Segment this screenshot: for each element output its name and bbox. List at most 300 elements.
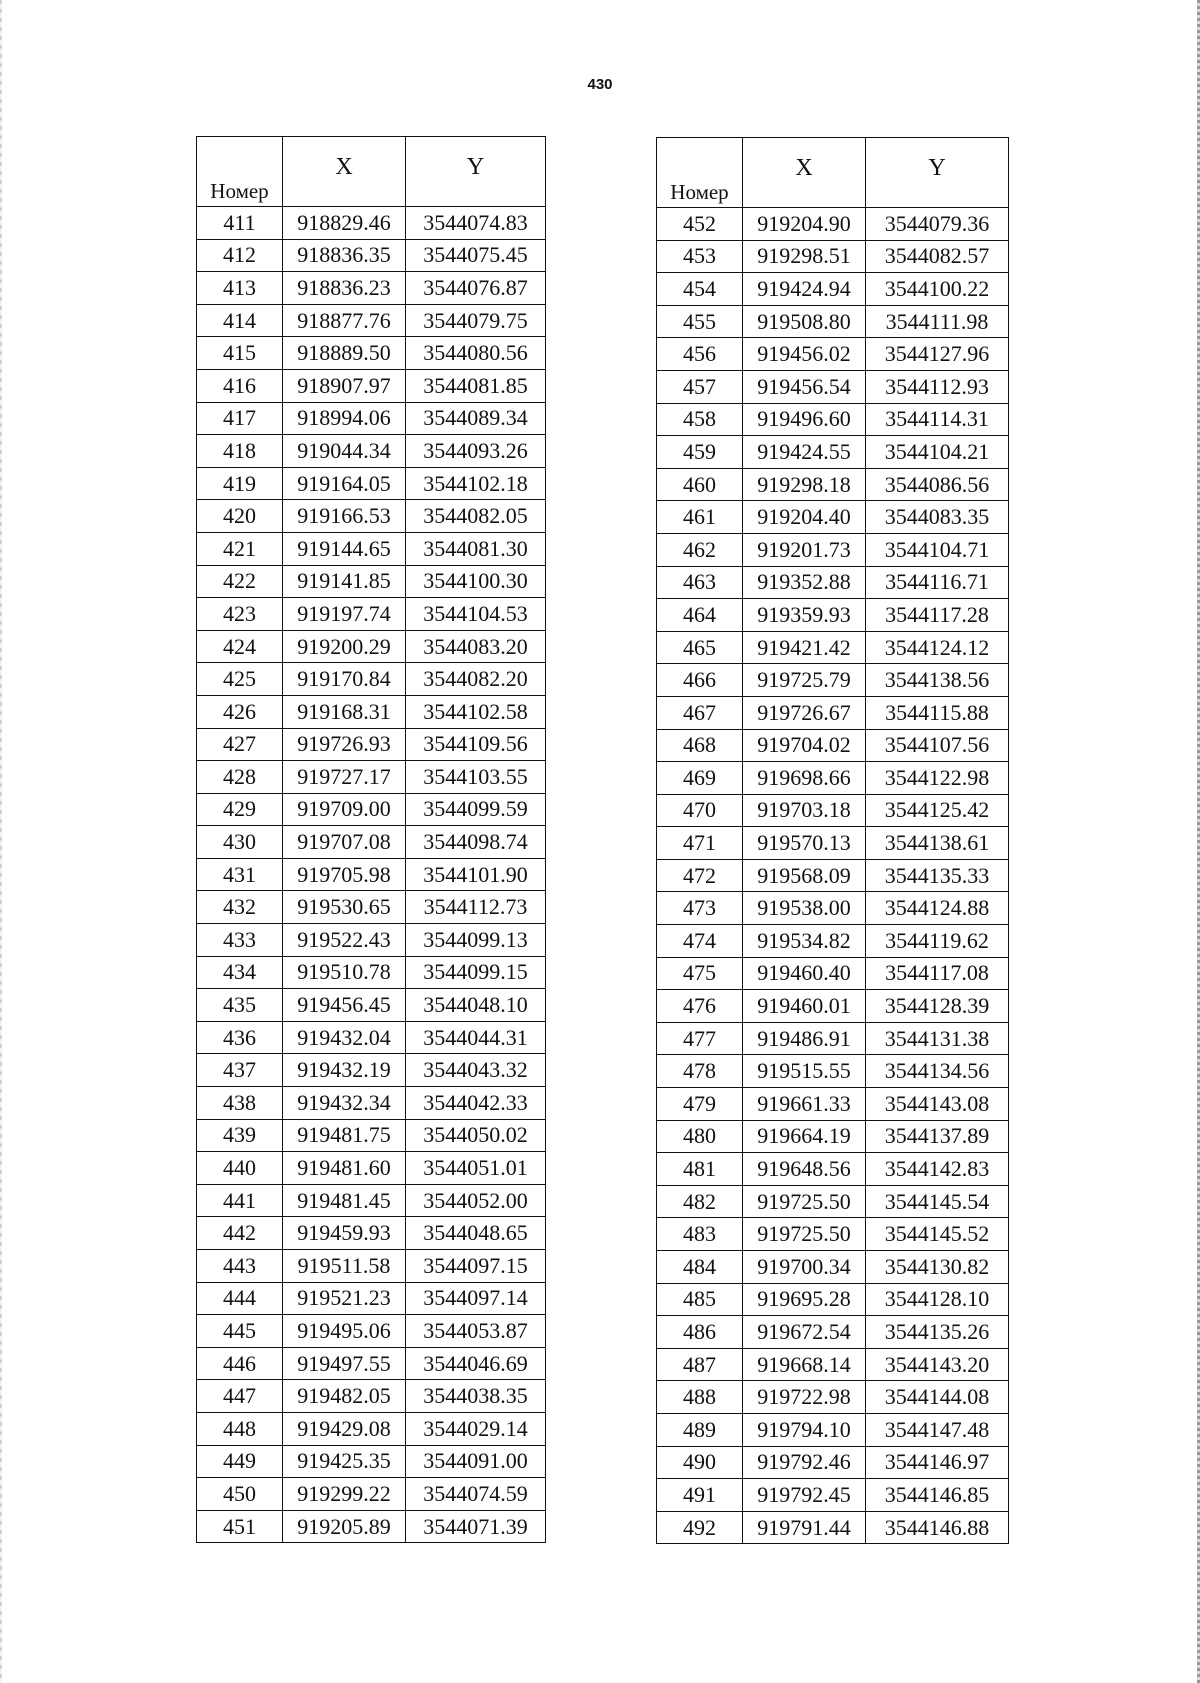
x-coordinate-cell: 919515.55 — [743, 1055, 866, 1088]
point-number-cell: 444 — [197, 1282, 283, 1315]
table-row — [197, 1021, 546, 1054]
page-number: 430 — [587, 76, 613, 93]
y-coordinate-cell: 3544127.96 — [866, 338, 1009, 371]
point-number-cell: 470 — [657, 794, 743, 827]
point-number-cell: 439 — [197, 1119, 283, 1152]
y-coordinate-cell: 3544076.87 — [406, 272, 546, 305]
x-coordinate-cell: 919432.04 — [283, 1021, 406, 1054]
table-row — [197, 793, 546, 826]
x-coordinate-cell: 919298.18 — [743, 468, 866, 501]
x-coordinate-cell: 919299.22 — [283, 1478, 406, 1511]
x-coordinate-cell: 919695.28 — [743, 1283, 866, 1316]
point-number-cell: 488 — [657, 1381, 743, 1414]
y-coordinate-cell: 3544146.88 — [866, 1511, 1009, 1544]
table-row — [197, 402, 546, 435]
table-row — [197, 500, 546, 533]
x-coordinate-cell: 919424.55 — [743, 436, 866, 469]
y-coordinate-cell: 3544138.61 — [866, 827, 1009, 860]
table-row — [657, 273, 1009, 306]
x-coordinate-cell: 919460.40 — [743, 957, 866, 990]
y-coordinate-cell: 3544101.90 — [406, 858, 546, 891]
y-coordinate-cell: 3544117.28 — [866, 599, 1009, 632]
y-coordinate-cell: 3544115.88 — [866, 696, 1009, 729]
x-coordinate-cell: 919521.23 — [283, 1282, 406, 1315]
point-number-cell: 447 — [197, 1380, 283, 1413]
point-number-cell: 438 — [197, 1087, 283, 1120]
y-coordinate-cell: 3544082.05 — [406, 500, 546, 533]
table-row — [657, 762, 1009, 795]
table-row — [657, 599, 1009, 632]
table-row — [657, 566, 1009, 599]
table-row — [197, 1054, 546, 1087]
point-number-cell: 467 — [657, 696, 743, 729]
point-number-cell: 418 — [197, 435, 283, 468]
point-number-cell: 423 — [197, 598, 283, 631]
table-row — [657, 859, 1009, 892]
y-coordinate-cell: 3544116.71 — [866, 566, 1009, 599]
point-number-cell: 412 — [197, 239, 283, 272]
x-coordinate-cell: 919496.60 — [743, 403, 866, 436]
y-coordinate-cell: 3544146.97 — [866, 1446, 1009, 1479]
x-coordinate-cell: 919568.09 — [743, 859, 866, 892]
table-row — [657, 1413, 1009, 1446]
y-coordinate-cell: 3544144.08 — [866, 1381, 1009, 1414]
y-coordinate-cell: 3544104.53 — [406, 598, 546, 631]
y-coordinate-cell: 3544128.39 — [866, 990, 1009, 1023]
x-coordinate-cell: 919534.82 — [743, 925, 866, 958]
y-coordinate-cell: 3544112.73 — [406, 891, 546, 924]
x-coordinate-cell: 919522.43 — [283, 924, 406, 957]
x-coordinate-cell: 919570.13 — [743, 827, 866, 860]
table-row — [197, 1184, 546, 1217]
y-coordinate-cell: 3544124.12 — [866, 631, 1009, 664]
table-row — [197, 337, 546, 370]
point-number-cell: 475 — [657, 957, 743, 990]
x-coordinate-cell: 919497.55 — [283, 1347, 406, 1380]
table-row — [657, 1381, 1009, 1414]
table-header-row — [657, 138, 1009, 208]
table-row — [657, 892, 1009, 925]
table-row — [197, 761, 546, 794]
x-coordinate-cell: 919298.51 — [743, 240, 866, 273]
point-number-cell: 466 — [657, 664, 743, 697]
point-number-cell: 482 — [657, 1185, 743, 1218]
x-coordinate-cell: 919725.79 — [743, 664, 866, 697]
table-row — [657, 957, 1009, 990]
x-coordinate-cell: 919164.05 — [283, 467, 406, 500]
x-coordinate-cell: 919511.58 — [283, 1250, 406, 1283]
table-row — [197, 272, 546, 305]
point-number-cell: 462 — [657, 533, 743, 566]
y-coordinate-cell: 3544134.56 — [866, 1055, 1009, 1088]
x-coordinate-cell: 919698.66 — [743, 762, 866, 795]
point-number-cell: 479 — [657, 1088, 743, 1121]
x-coordinate-cell: 919726.67 — [743, 696, 866, 729]
x-coordinate-cell: 919168.31 — [283, 695, 406, 728]
table-row — [197, 239, 546, 272]
x-coordinate-cell: 919538.00 — [743, 892, 866, 925]
point-number-cell: 492 — [657, 1511, 743, 1544]
x-coordinate-cell: 918907.97 — [283, 369, 406, 402]
x-coordinate-cell: 919794.10 — [743, 1413, 866, 1446]
point-number-cell: 490 — [657, 1446, 743, 1479]
y-coordinate-cell: 3544099.15 — [406, 956, 546, 989]
table-row — [197, 467, 546, 500]
y-coordinate-cell: 3544044.31 — [406, 1021, 546, 1054]
point-number-cell: 421 — [197, 532, 283, 565]
table-row — [657, 468, 1009, 501]
point-number-cell: 426 — [197, 695, 283, 728]
y-coordinate-cell: 3544051.01 — [406, 1152, 546, 1185]
x-coordinate-cell: 919705.98 — [283, 858, 406, 891]
y-coordinate-cell: 3544093.26 — [406, 435, 546, 468]
point-number-cell: 422 — [197, 565, 283, 598]
x-coordinate-cell: 918836.35 — [283, 239, 406, 272]
table-row — [657, 436, 1009, 469]
table-row — [197, 1347, 546, 1380]
x-coordinate-cell: 918889.50 — [283, 337, 406, 370]
point-number-cell: 419 — [197, 467, 283, 500]
table-row — [197, 1478, 546, 1511]
table-row — [657, 208, 1009, 241]
y-coordinate-cell: 3544080.56 — [406, 337, 546, 370]
point-number-cell: 461 — [657, 501, 743, 534]
point-number-cell: 446 — [197, 1347, 283, 1380]
x-coordinate-cell: 919166.53 — [283, 500, 406, 533]
y-coordinate-cell: 3544125.42 — [866, 794, 1009, 827]
x-coordinate-cell: 919726.93 — [283, 728, 406, 761]
x-coordinate-cell: 919481.60 — [283, 1152, 406, 1185]
y-coordinate-cell: 3544042.33 — [406, 1087, 546, 1120]
point-number-cell: 428 — [197, 761, 283, 794]
table-row — [197, 1282, 546, 1315]
table-row — [657, 1479, 1009, 1512]
point-number-cell: 434 — [197, 956, 283, 989]
point-number-cell: 484 — [657, 1251, 743, 1284]
x-coordinate-cell: 918994.06 — [283, 402, 406, 435]
coordinates-table-right — [656, 137, 1009, 1544]
point-number-cell: 451 — [197, 1510, 283, 1543]
table-row — [197, 1445, 546, 1478]
point-number-cell: 456 — [657, 338, 743, 371]
point-number-cell: 436 — [197, 1021, 283, 1054]
point-number-cell: 455 — [657, 305, 743, 338]
y-coordinate-cell: 3544142.83 — [866, 1153, 1009, 1186]
point-number-cell: 457 — [657, 370, 743, 403]
table-row — [657, 403, 1009, 436]
point-number-cell: 435 — [197, 989, 283, 1022]
table-row — [197, 989, 546, 1022]
point-number-cell: 450 — [197, 1478, 283, 1511]
table-row — [657, 240, 1009, 273]
point-number-cell: 429 — [197, 793, 283, 826]
x-coordinate-cell: 919791.44 — [743, 1511, 866, 1544]
x-coordinate-cell: 919432.34 — [283, 1087, 406, 1120]
point-number-cell: 477 — [657, 1022, 743, 1055]
y-coordinate-cell: 3544079.36 — [866, 208, 1009, 241]
x-coordinate-cell: 919460.01 — [743, 990, 866, 1023]
column-header-y: Y — [406, 137, 546, 207]
point-number-cell: 491 — [657, 1479, 743, 1512]
y-coordinate-cell: 3544046.69 — [406, 1347, 546, 1380]
y-coordinate-cell: 3544135.33 — [866, 859, 1009, 892]
y-coordinate-cell: 3544082.20 — [406, 663, 546, 696]
point-number-cell: 459 — [657, 436, 743, 469]
x-coordinate-cell: 919205.89 — [283, 1510, 406, 1543]
column-header-y: Y — [866, 138, 1009, 208]
y-coordinate-cell: 3544074.83 — [406, 207, 546, 240]
table-row — [197, 369, 546, 402]
y-coordinate-cell: 3544102.58 — [406, 695, 546, 728]
table-row — [657, 925, 1009, 958]
y-coordinate-cell: 3544074.59 — [406, 1478, 546, 1511]
x-coordinate-cell: 919481.75 — [283, 1119, 406, 1152]
y-coordinate-cell: 3544128.10 — [866, 1283, 1009, 1316]
x-coordinate-cell: 919424.94 — [743, 273, 866, 306]
x-coordinate-cell: 919664.19 — [743, 1120, 866, 1153]
x-coordinate-cell: 919204.90 — [743, 208, 866, 241]
y-coordinate-cell: 3544109.56 — [406, 728, 546, 761]
table-row — [657, 533, 1009, 566]
column-header-number: Номер — [657, 138, 743, 208]
table-row — [657, 1120, 1009, 1153]
y-coordinate-cell: 3544104.71 — [866, 533, 1009, 566]
point-number-cell: 430 — [197, 826, 283, 859]
point-number-cell: 471 — [657, 827, 743, 860]
y-coordinate-cell: 3544145.54 — [866, 1185, 1009, 1218]
table-row — [657, 1185, 1009, 1218]
y-coordinate-cell: 3544143.20 — [866, 1348, 1009, 1381]
table-row — [197, 1250, 546, 1283]
table-row — [197, 532, 546, 565]
point-number-cell: 486 — [657, 1316, 743, 1349]
point-number-cell: 458 — [657, 403, 743, 436]
point-number-cell: 420 — [197, 500, 283, 533]
y-coordinate-cell: 3544114.31 — [866, 403, 1009, 436]
table-row — [657, 696, 1009, 729]
point-number-cell: 413 — [197, 272, 283, 305]
table-row — [197, 891, 546, 924]
y-coordinate-cell: 3544083.20 — [406, 630, 546, 663]
point-number-cell: 431 — [197, 858, 283, 891]
x-coordinate-cell: 919141.85 — [283, 565, 406, 598]
point-number-cell: 414 — [197, 304, 283, 337]
x-coordinate-cell: 919359.93 — [743, 599, 866, 632]
point-number-cell: 465 — [657, 631, 743, 664]
y-coordinate-cell: 3544081.30 — [406, 532, 546, 565]
point-number-cell: 453 — [657, 240, 743, 273]
table-row — [197, 663, 546, 696]
point-number-cell: 460 — [657, 468, 743, 501]
point-number-cell: 440 — [197, 1152, 283, 1185]
x-coordinate-cell: 919722.98 — [743, 1381, 866, 1414]
y-coordinate-cell: 3544104.21 — [866, 436, 1009, 469]
y-coordinate-cell: 3544097.15 — [406, 1250, 546, 1283]
table-header-row — [197, 137, 546, 207]
table-row — [197, 565, 546, 598]
table-row — [657, 664, 1009, 697]
y-coordinate-cell: 3544137.89 — [866, 1120, 1009, 1153]
point-number-cell: 433 — [197, 924, 283, 957]
point-number-cell: 452 — [657, 208, 743, 241]
coordinates-table-right-body — [657, 208, 1009, 1544]
y-coordinate-cell: 3544099.59 — [406, 793, 546, 826]
point-number-cell: 415 — [197, 337, 283, 370]
table-row — [197, 826, 546, 859]
x-coordinate-cell: 918877.76 — [283, 304, 406, 337]
table-row — [197, 207, 546, 240]
table-row — [657, 729, 1009, 762]
point-number-cell: 424 — [197, 630, 283, 663]
y-coordinate-cell: 3544048.10 — [406, 989, 546, 1022]
point-number-cell: 416 — [197, 369, 283, 402]
column-header-number: Номер — [197, 137, 283, 207]
y-coordinate-cell: 3544102.18 — [406, 467, 546, 500]
table-row — [197, 1510, 546, 1543]
table-row — [197, 1315, 546, 1348]
x-coordinate-cell: 919459.93 — [283, 1217, 406, 1250]
x-coordinate-cell: 919495.06 — [283, 1315, 406, 1348]
y-coordinate-cell: 3544086.56 — [866, 468, 1009, 501]
point-number-cell: 437 — [197, 1054, 283, 1087]
x-coordinate-cell: 919481.45 — [283, 1184, 406, 1217]
table-row — [657, 1218, 1009, 1251]
table-row — [657, 794, 1009, 827]
x-coordinate-cell: 919668.14 — [743, 1348, 866, 1381]
x-coordinate-cell: 919725.50 — [743, 1185, 866, 1218]
point-number-cell: 425 — [197, 663, 283, 696]
scan-edge-left — [0, 0, 2, 1683]
x-coordinate-cell: 919429.08 — [283, 1412, 406, 1445]
y-coordinate-cell: 3544135.26 — [866, 1316, 1009, 1349]
x-coordinate-cell: 919200.29 — [283, 630, 406, 663]
point-number-cell: 478 — [657, 1055, 743, 1088]
y-coordinate-cell: 3544143.08 — [866, 1088, 1009, 1121]
y-coordinate-cell: 3544048.65 — [406, 1217, 546, 1250]
y-coordinate-cell: 3544038.35 — [406, 1380, 546, 1413]
table-row — [197, 1380, 546, 1413]
table-row — [197, 1412, 546, 1445]
y-coordinate-cell: 3544071.39 — [406, 1510, 546, 1543]
point-number-cell: 427 — [197, 728, 283, 761]
point-number-cell: 468 — [657, 729, 743, 762]
x-coordinate-cell: 919700.34 — [743, 1251, 866, 1284]
table-row — [197, 728, 546, 761]
table-row — [657, 338, 1009, 371]
y-coordinate-cell: 3544100.30 — [406, 565, 546, 598]
y-coordinate-cell: 3544147.48 — [866, 1413, 1009, 1446]
table-row — [657, 1348, 1009, 1381]
x-coordinate-cell: 919510.78 — [283, 956, 406, 989]
x-coordinate-cell: 919530.65 — [283, 891, 406, 924]
y-coordinate-cell: 3544119.62 — [866, 925, 1009, 958]
table-row — [657, 1511, 1009, 1544]
y-coordinate-cell: 3544107.56 — [866, 729, 1009, 762]
x-coordinate-cell: 919792.46 — [743, 1446, 866, 1479]
table-row — [657, 305, 1009, 338]
table-row — [657, 1446, 1009, 1479]
coordinates-table-left — [196, 136, 546, 1543]
point-number-cell: 411 — [197, 207, 283, 240]
coordinates-table-left-body — [197, 207, 546, 1543]
x-coordinate-cell: 919044.34 — [283, 435, 406, 468]
y-coordinate-cell: 3544117.08 — [866, 957, 1009, 990]
point-number-cell: 449 — [197, 1445, 283, 1478]
table-row — [657, 1055, 1009, 1088]
y-coordinate-cell: 3544082.57 — [866, 240, 1009, 273]
x-coordinate-cell: 919425.35 — [283, 1445, 406, 1478]
x-coordinate-cell: 919144.65 — [283, 532, 406, 565]
x-coordinate-cell: 919421.42 — [743, 631, 866, 664]
x-coordinate-cell: 919709.00 — [283, 793, 406, 826]
x-coordinate-cell: 919661.33 — [743, 1088, 866, 1121]
table-row — [657, 631, 1009, 664]
x-coordinate-cell: 919703.18 — [743, 794, 866, 827]
y-coordinate-cell: 3544052.00 — [406, 1184, 546, 1217]
x-coordinate-cell: 918836.23 — [283, 272, 406, 305]
x-coordinate-cell: 919727.17 — [283, 761, 406, 794]
table-row — [657, 990, 1009, 1023]
x-coordinate-cell: 919197.74 — [283, 598, 406, 631]
y-coordinate-cell: 3544124.88 — [866, 892, 1009, 925]
y-coordinate-cell: 3544079.75 — [406, 304, 546, 337]
x-coordinate-cell: 919508.80 — [743, 305, 866, 338]
x-coordinate-cell: 919725.50 — [743, 1218, 866, 1251]
x-coordinate-cell: 919486.91 — [743, 1022, 866, 1055]
y-coordinate-cell: 3544050.02 — [406, 1119, 546, 1152]
point-number-cell: 442 — [197, 1217, 283, 1250]
table-row — [197, 1119, 546, 1152]
y-coordinate-cell: 3544100.22 — [866, 273, 1009, 306]
table-row — [197, 924, 546, 957]
point-number-cell: 432 — [197, 891, 283, 924]
table-row — [197, 435, 546, 468]
table-row — [657, 1251, 1009, 1284]
y-coordinate-cell: 3544098.74 — [406, 826, 546, 859]
point-number-cell: 485 — [657, 1283, 743, 1316]
x-coordinate-cell: 919201.73 — [743, 533, 866, 566]
x-coordinate-cell: 919648.56 — [743, 1153, 866, 1186]
table-row — [657, 1153, 1009, 1186]
x-coordinate-cell: 919456.54 — [743, 370, 866, 403]
point-number-cell: 481 — [657, 1153, 743, 1186]
y-coordinate-cell: 3544131.38 — [866, 1022, 1009, 1055]
x-coordinate-cell: 919704.02 — [743, 729, 866, 762]
y-coordinate-cell: 3544103.55 — [406, 761, 546, 794]
x-coordinate-cell: 918829.46 — [283, 207, 406, 240]
y-coordinate-cell: 3544111.98 — [866, 305, 1009, 338]
column-header-x: X — [283, 137, 406, 207]
y-coordinate-cell: 3544130.82 — [866, 1251, 1009, 1284]
table-row — [657, 1022, 1009, 1055]
x-coordinate-cell: 919456.45 — [283, 989, 406, 1022]
x-coordinate-cell: 919672.54 — [743, 1316, 866, 1349]
point-number-cell: 489 — [657, 1413, 743, 1446]
point-number-cell: 476 — [657, 990, 743, 1023]
x-coordinate-cell: 919456.02 — [743, 338, 866, 371]
point-number-cell: 473 — [657, 892, 743, 925]
point-number-cell: 474 — [657, 925, 743, 958]
point-number-cell: 483 — [657, 1218, 743, 1251]
y-coordinate-cell: 3544091.00 — [406, 1445, 546, 1478]
y-coordinate-cell: 3544099.13 — [406, 924, 546, 957]
table-row — [657, 501, 1009, 534]
table-row — [197, 695, 546, 728]
table-row — [197, 1087, 546, 1120]
y-coordinate-cell: 3544146.85 — [866, 1479, 1009, 1512]
y-coordinate-cell: 3544138.56 — [866, 664, 1009, 697]
table-row — [657, 1316, 1009, 1349]
